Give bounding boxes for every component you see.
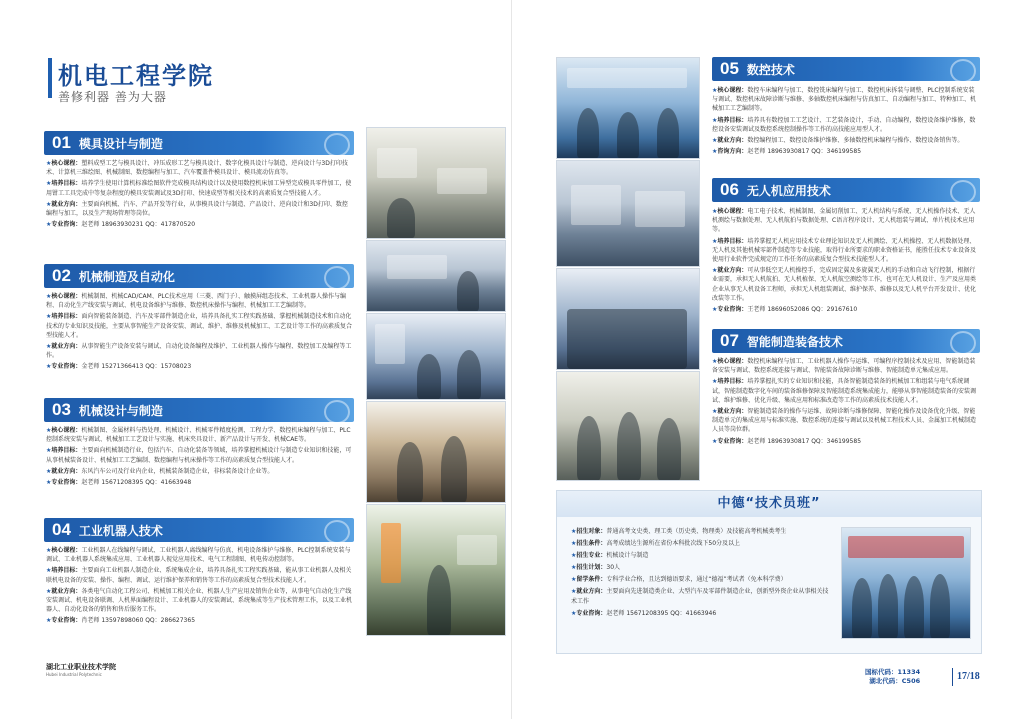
section-01-header <box>44 131 354 155</box>
section-title: 无人机应用技术 <box>746 183 831 198</box>
core-courses: ★核心课程：数控机床编程与加工、工业机器人操作与运维、可编程序控制技术及应用、智能制造装备安装与调试、数控系统连接与调试、智能装备故障诊断与维修、智能制造单元集成应用。 <box>712 358 976 375</box>
section-02-body <box>46 292 352 374</box>
special-class-box <box>556 490 982 654</box>
section-04-header <box>44 518 354 542</box>
career-direction: ★就业方向：智能制造装备的操作与运维、故障诊断与维修保障、智能化操作及设备优化升级、智能制造单元的集成应用与标准实施、数控系统的连接与调试以及机械工程技术人员、金属加工机械制造人员等岗位群。 <box>712 408 977 434</box>
school-name-en: Hubei Industrial Polytechnic <box>46 672 102 677</box>
career-direction: ★就业方向：各类电气自动化工程公司、机械加工相关企业、机器人生产应用及销售企业等，从事电气自动化生产线安装调试、机电设备联调、人机界面编程设计、工业机器人的安装调试、系统集成等生产技术管理工作，以及工业机器人、自动化设备的销售和售后服务工作。 <box>46 587 353 614</box>
consultation: ★专业咨询：赵老师 15671208395 QQ：41663948 <box>46 479 192 487</box>
section-title: 工业机器人技术 <box>78 523 163 538</box>
header-decoration-icon <box>950 331 976 353</box>
consultation: ★专业咨询：赵老师 15671208395 QQ：41663946 <box>571 610 717 617</box>
study-abroad-condition: ★留学条件：专科学业合格，且达到德语要求，通过“德福”考试者（免本科学费） <box>571 576 787 583</box>
school-name: 湖北工业职业技术学院 <box>46 663 116 671</box>
header-decoration-icon <box>324 266 350 288</box>
workshop-photo <box>366 401 506 503</box>
training-goal: ★培养目标：培养掌握扎实的专业知识和技能，具备智能制造装备的机械加工和组装与电气系统调试，智能制造数字化车间的装备维修保障及智能制造系统集成能力，能够从事智能制造装备的安装调试、维护维修、优化升级、集成应用和标准改造等工作的高素质技术技能人才。 <box>712 378 977 404</box>
header-decoration-icon <box>950 59 976 81</box>
classroom-photo <box>556 57 700 159</box>
section-04-body <box>46 546 352 628</box>
code-national: 国标代码：11334 <box>865 668 921 676</box>
section-number: 05 <box>720 59 739 78</box>
page-number: 17/18 <box>952 668 980 686</box>
section-01-body <box>46 159 352 231</box>
machine-shop-photo <box>556 160 700 267</box>
section-02-header <box>44 264 354 288</box>
header-decoration-icon <box>324 400 350 422</box>
section-title: 模具设计与制造 <box>78 136 163 151</box>
special-class-title: 中德“技术员班” <box>557 491 981 517</box>
enroll-condition: ★招生条件：高考成绩达生源所在省份本科批次线下50分及以上 <box>571 540 741 547</box>
page-title: 机电工程学院 <box>58 62 214 90</box>
training-goal: ★培养目标：主要面向机械制造行业，包括汽车、自动化装备等领域，培养掌握机械设计与制造专业知识和技能，可从事机械装备设计、机械加工工艺编制、数控编程与机床操作等工作的高素质复合型技能人才。 <box>46 447 352 464</box>
training-goal: ★培养目标：培养学生使用计算机标准绘图软件完成模具结构设计以及使用数控机床加工异型完成模具零件加工，使用钳工工具完成中等复杂程度的模具安装调试及3D打印、快速成型等相关技术的高素质复合型技能人才。 <box>46 180 352 197</box>
section-number: 06 <box>720 180 739 199</box>
consultation: ★专业咨询：赵老师 18963930231 QQ：417870520 <box>46 221 196 229</box>
career-direction: ★就业方向：数控编程加工、数控设备维护维修、多轴数控机床编程与操作、数控设备销售等。 <box>712 137 964 145</box>
section-07-header <box>712 329 980 353</box>
workshop-photo <box>366 240 506 312</box>
section-06-header <box>712 178 980 202</box>
section-05-body <box>712 86 980 158</box>
section-title: 机械设计与制造 <box>78 403 163 418</box>
career-direction: ★就业方向：东风汽车公司及行业内企业，机械装备制造企业，非标装备设计企业等。 <box>46 467 274 475</box>
group-photo <box>841 527 971 639</box>
core-courses: ★核心课程：数控车床编程与加工、数控铣床编程与加工、数控机床拆装与调整、PLC控制系统安装与调试、数控机床故障诊断与维修、多轴数控机床编程与仿真加工、自动编程与加工、特种加工、机械加工工艺编制等。 <box>712 87 977 113</box>
core-courses: ★核心课程：机械制图、机械CAD/CAM、PLC技术应用（三菱、西门子）、触摸屏组态技术、工业机器人操作与编程、自动化生产线安装与调试、机电设备维护与维修、数控机床操作与编程、机械加工工艺编制等。 <box>46 293 346 310</box>
training-goal: ★培养目标：主要面向工业机器人制造企业、系统集成企业，培养具备扎实工程实践基础，能从事工业机器人及相关联机电设备的安装、操作、编程、调试、运行维护保养和销售等工作的高素质复合型技术技能人才。 <box>46 567 352 584</box>
title-accent-bar <box>48 58 52 98</box>
section-03-header <box>44 398 354 422</box>
consultation: ★咨询方向：赵老师 18963930817 QQ：346199585 <box>712 148 862 156</box>
consultation: ★专业咨询：肖老师 13597898060 QQ：286627365 <box>46 617 196 625</box>
section-number: 04 <box>52 520 71 539</box>
section-number: 03 <box>52 400 71 419</box>
enroll-plan: ★招生计划：30人 <box>571 564 621 571</box>
workshop-photo <box>366 127 506 239</box>
school-logo <box>46 663 116 679</box>
core-courses: ★核心课程：塑料成型工艺与模具设计、冲压成形工艺与模具设计、数字化模具设计与制造、逆向设计与3D打印技术、计算机三维绘图、机械制图、数控编程与加工、汽车覆盖件模具设计、模具流动仿真等。 <box>46 160 348 177</box>
robot-lab-photo <box>366 504 506 636</box>
header-decoration-icon <box>950 180 976 202</box>
consultation: ★专业咨询：金老师 15271366413 QQ：15708023 <box>46 363 192 371</box>
page-subtitle: 善修利器 善为大器 <box>58 90 167 104</box>
section-title: 智能制造装备技术 <box>746 334 843 349</box>
career-direction: ★就业方向：主要面向先进制造类企业、大型汽车及零部件制造企业，创新型外资企业从事相关技术工作 <box>571 588 829 605</box>
lecture-hall-photo <box>556 268 700 370</box>
section-number: 02 <box>52 266 71 285</box>
enroll-major: ★招生专业：机械设计与制造 <box>571 552 649 559</box>
section-number: 07 <box>720 331 739 350</box>
section-05-header <box>712 57 980 81</box>
section-03-body <box>46 426 352 489</box>
header-decoration-icon <box>324 133 350 155</box>
section-07-body <box>712 357 980 448</box>
core-courses: ★核心课程：电工电子技术、机械制图、金属切削加工、无人机结构与系统、无人机操作技术、无人机测绘与数据处理、无人机航拍与数据处理、C语言程序设计、无人机组装与调试、单片机技术应用等。 <box>712 208 976 234</box>
section-title: 机械制造及自动化 <box>78 269 175 284</box>
school-codes <box>865 668 920 686</box>
career-direction: ★就业方向：主要面向机械、汽车、产品开发等行业，从事模具设计与制造、产品设计、逆向设计和3D打印、数控编程与加工，以及生产现场管理等岗位。 <box>46 200 348 218</box>
special-class-body <box>571 527 833 621</box>
code-hubei: 湖北代码：C506 <box>869 677 921 685</box>
training-goal: ★培养目标：培养掌握无人机应用技术专业理论知识及无人机测绘、无人机操控、无人机数据处理、无人机及其他机械零部件制造等专业技能，取得行业所要求的职业资格证书，能胜任技术专业设备及使用行业软件完成规定的工作任务的高素质复合型技术技能型人才。 <box>712 237 977 264</box>
career-direction: ★就业方向：可从事低空无人机操控手，完成固定翼及多旋翼无人机的手动和自动飞行控制，根据行业需要，承担无人机航拍、无人机植保、无人机航空测绘等工作，也可在无人机设计、生产及应用类企业从事无人机设备工程师，承担无人机组装调试、维护保养、维修以及无人机平台开发设计、优化改装等工作。 <box>712 267 977 302</box>
core-courses: ★核心课程：机械制图、金属材料与热处理、机械设计、机械零件精度检测、工程力学、数控机床编程与加工、PLC控制系统安装与调试、机械加工工艺设计与实施、机床夹具设计、新产品设计与开发、机械CAE等。 <box>46 427 351 444</box>
section-06-body <box>712 207 980 316</box>
header-decoration-icon <box>324 520 350 542</box>
lab-photo <box>556 371 700 481</box>
training-goal: ★培养目标：培养具有数控加工工艺设计、工艺装备设计，手动、自动编程，数控设备维护维修，数控设备安装调试及数控系统控制操作等工作的高技能应用型人才。 <box>712 116 976 133</box>
consultation: ★专业咨询：王老师 18696052086 QQ：29167610 <box>712 306 858 314</box>
section-title: 数控技术 <box>746 62 795 77</box>
classroom-photo <box>366 313 506 400</box>
enroll-target: ★招生对象：普通高考文史类、理工类（历史类、物理类）及技能高考机械类考生 <box>571 528 787 535</box>
consultation: ★专业咨询：赵老师 18963930817 QQ：346199585 <box>712 437 862 445</box>
section-number: 01 <box>52 133 71 152</box>
career-direction: ★就业方向：从事智能生产设备安装与调试、自动化设备编程及维护、工业机器人操作与编程、数控加工及编程等工作。 <box>46 343 352 360</box>
training-goal: ★培养目标：面向智能装备制造、汽车及零部件制造企业，培养具备扎实工程实践基础、掌握机械制造技术和自动化技术的专业知识及技能，主要从事智能生产设备安装、调试、维护、维修及机械加工、工艺设计等工作的高素质复合型技能人才。 <box>46 313 353 339</box>
core-courses: ★核心课程：工业机器人在线编程与调试、工业机器人离线编程与仿真、机电设备维护与维修、PLC控制系统安装与调试、工业机器人系统集成应用、工业机器人视觉应用技术、电气工程制图、机电传动控制等。 <box>46 547 351 564</box>
